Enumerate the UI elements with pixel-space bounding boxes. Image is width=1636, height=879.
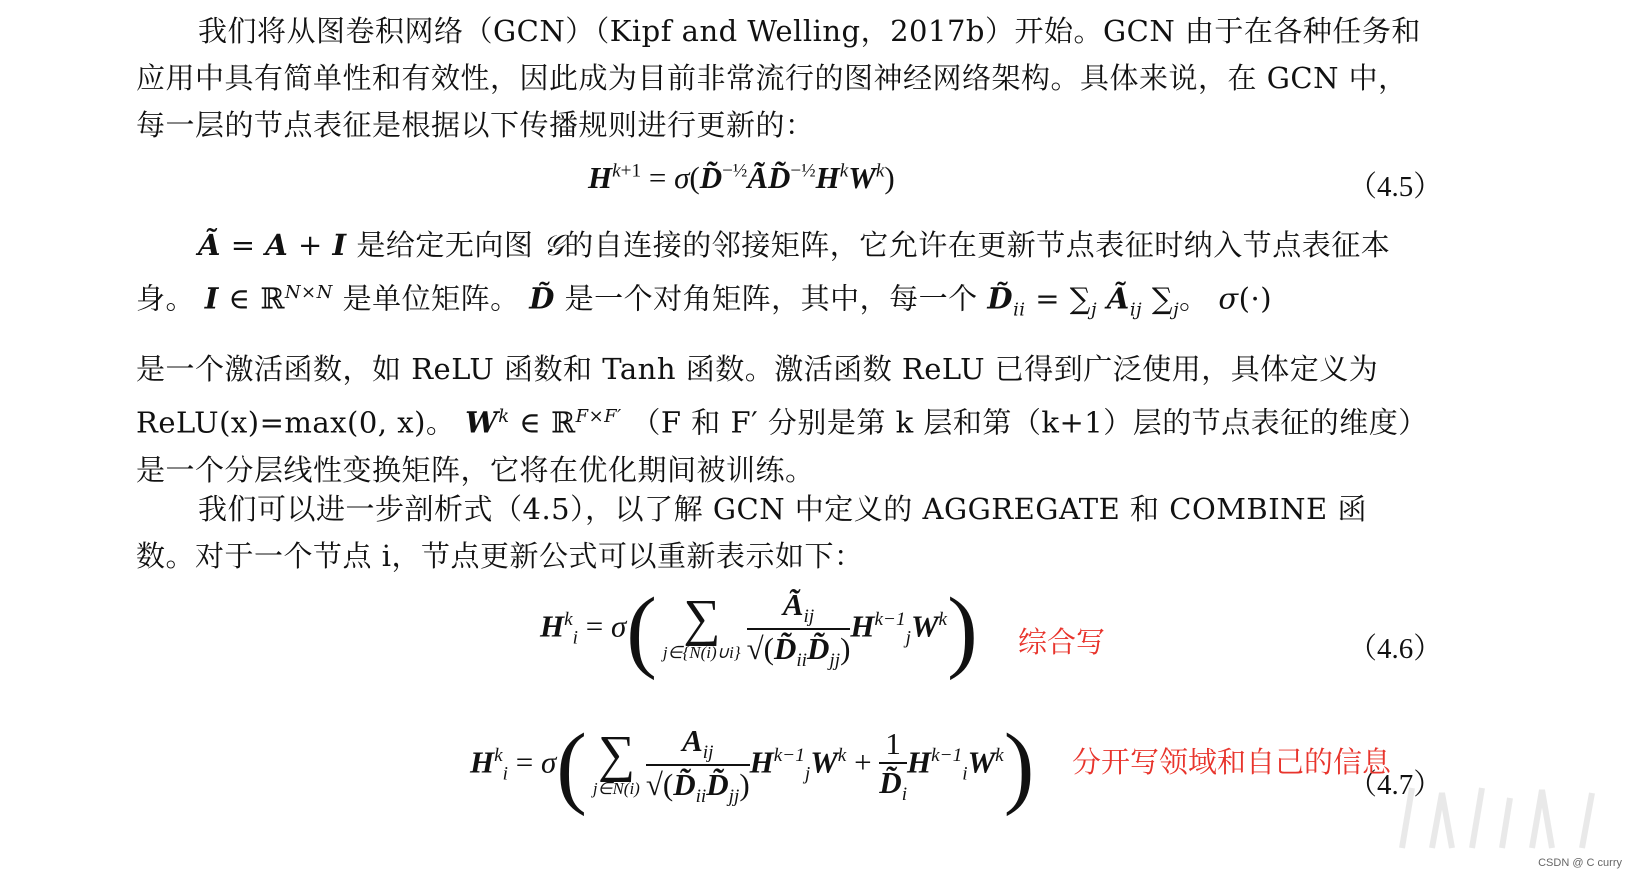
paragraph-2-text-e: 。 bbox=[1179, 281, 1209, 316]
paragraph-4: 我们可以进一步剖析式（4.5），以了解 GCN 中定义的 AGGREGATE 和 COMBINE 函数。对于一个节点 i，节点更新公式可以重新表示如下： bbox=[136, 492, 1367, 573]
annotation-note-2: 分开写领域和自己的信息 bbox=[1072, 745, 1392, 779]
paragraph-2: Ã = A + I 是给定无向图 𝒢的自连接的邻接矩阵，它允许在更新节点表征时纳入节点表征本身。 I ∈ ℝ$^{N\times N}$ 是单位矩阵。 D̃ 是一个对角矩阵，其中，每一个 $D̃_{ii} = \sum_j$ $Ã_{ij}$ $\sum_j$。 σ(·) bbox=[136, 228, 1391, 321]
equation-4-7: $H^k_i = \sigma$( ∑ j∈N(i) $\frac{A_{ij}}{√(D̃_{ii}D̃_{jj})}$ $H^{k-1}_jW^k$ + $\frac{1}{D̃_i}$ $H^{k-1}_iW^k$) bbox=[470, 714, 1035, 817]
paragraph-1: 我们将从图卷积网络（GCN）（Kipf and Welling，2017b）开始。GCN 由于在各种任务和应用中具有简单性和有效性，因此成为目前非常流行的图神经网络架构。具体来说，在 GCN 中，每一层的节点表征是根据以下传播规则进行更新的： bbox=[136, 14, 1421, 142]
equation-4-5: $H^{k+1}$ = $\sigma(D̃^{-\frac{1}{2}}ÃD̃^{-\frac{1}{2}}H^kW^k)$ bbox=[588, 160, 895, 195]
paragraph-3: 是一个激活函数，如 ReLU 函数和 Tanh 函数。激活函数 ReLU 已得到广泛使用，具体定义为 ReLU(x)=max(0, x)。 $W^k$ ∈ ℝ$^{F\times F'}$ （F 和 F′ 分别是第 k 层和第（k+1）层的节点表征的维度）是一个分层线性变换矩阵，它将在优化期间被训练。 bbox=[136, 352, 1414, 487]
paragraph-3-text-a: 是一个激活函数，如 ReLU 函数和 Tanh 函数。激活函数 ReLU 已得到广泛使用，具体定义为 ReLU(x)=max(0, x)。 bbox=[136, 352, 1379, 440]
equation-number-4-6: （4.6） bbox=[1348, 633, 1443, 665]
annotation-note-1: 综合写 bbox=[1018, 625, 1106, 659]
paragraph-2-text-c: 是单位矩阵。 bbox=[342, 281, 520, 316]
equation-4-6: $H^k_i = \sigma$( ∑ j∈{N(i)∪i} $\frac{Ã_{ij}}{√(D̃_{ii}D̃_{jj})}$ $H^{k-1}_jW^k$) bbox=[540, 578, 978, 681]
paragraph-3-text-b: （F 和 F′ 分别是第 k 层和第（k+1）层的节点表征的维度）是一个分层线性变换矩阵，它将在优化期间被训练。 bbox=[136, 405, 1414, 487]
paragraph-2-text-b: 的自连接的邻接矩阵，它允许在更新节点表征时纳入节点表征本身。 bbox=[136, 228, 1391, 316]
watermark-decoration-icon bbox=[1392, 778, 1622, 858]
equation-number-4-5: （4.5） bbox=[1348, 171, 1443, 203]
paragraph-2-text-a: 是给定无向图 bbox=[356, 228, 534, 262]
watermark: CSDN @ C curry bbox=[1538, 857, 1622, 869]
paragraph-2-text-d: 是一个对角矩阵，其中，每一个 bbox=[564, 281, 978, 316]
equation-number-4-7: （4.7） bbox=[1348, 769, 1443, 801]
